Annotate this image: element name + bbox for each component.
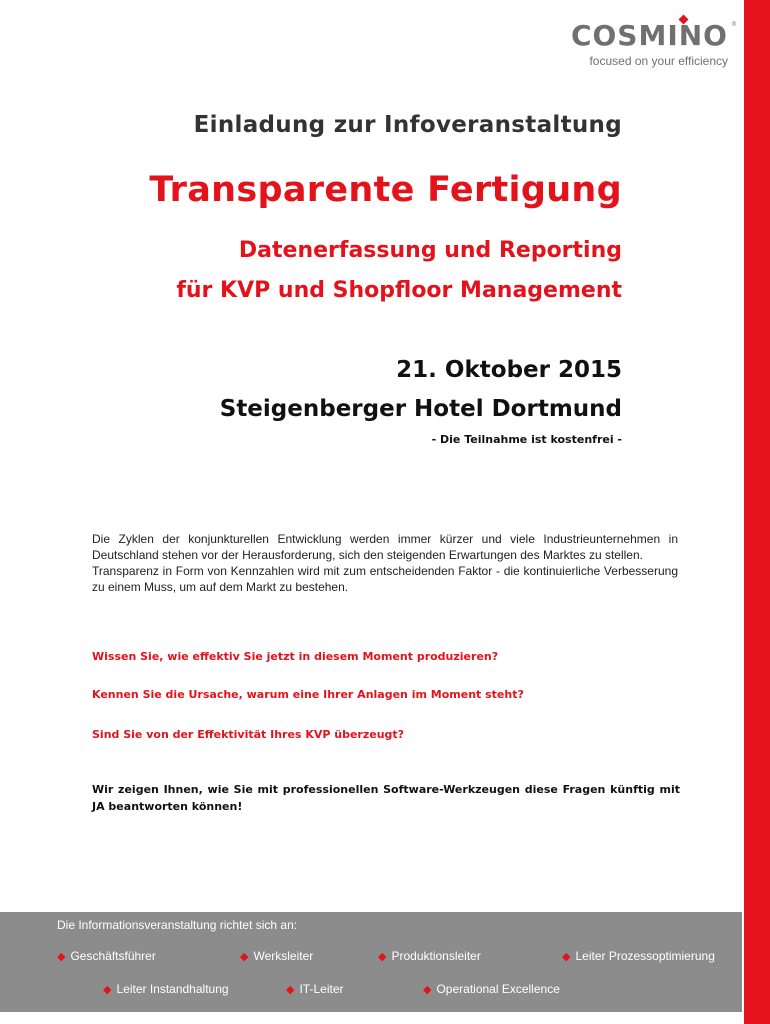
audience-item [103,982,229,996]
intro-text [92,531,678,595]
question-2: Kennen Sie die Ursache, warum eine Ihrer Anlagen im Moment steht? [92,688,524,701]
logo-registered-mark: ® [731,22,736,28]
audience-label: Werksleiter [253,949,314,963]
event-subtitle-line-2: für KVP und Shopfloor Management [176,278,622,303]
cosmino-logo [528,19,736,70]
question-3: Sind Sie von der Effektivität Ihres KVP überzeugt? [92,728,405,741]
red-diamond-bullet-icon: ◆ [286,984,295,996]
audience-item [423,982,560,996]
question-1: Wissen Sie, wie effektiv Sie jetzt in diesem Moment produzieren? [92,650,499,663]
event-title: Transparente Fertigung [149,170,622,210]
intro-paragraph-1: Die Zyklen der konjunkturellen Entwicklung werden immer kürzer und viele Industrieunternehmen in Deutschland stehen vor der Herausforderung, sich den steigenden Erwartungen des Marktes zu stellen. [92,532,678,562]
red-diamond-bullet-icon: ◆ [562,951,571,963]
audience-item [57,949,156,963]
audience-item [240,949,313,963]
audience-label: Geschäftsführer [70,949,156,963]
fee-note: - Die Teilnahme ist kostenfrei - [431,433,622,446]
audience-label: Leiter Instandhaltung [116,982,229,996]
audience-label: Produktionsleiter [391,949,481,963]
audience-item [378,949,481,963]
audience-footer [0,912,742,1012]
event-date: 21. Oktober 2015 [396,357,622,383]
audience-label: Leiter Prozessoptimierung [575,949,715,963]
logo-wordmark: COSMINO [570,19,728,52]
red-diamond-bullet-icon: ◆ [103,984,112,996]
audience-label: IT-Leiter [299,982,344,996]
invitation-heading: Einladung zur Infoveranstaltung [193,112,622,138]
audience-item [286,982,343,996]
intro-paragraph-2: Transparenz in Form von Kennzahlen wird mit zum entscheidenden Faktor - die kontinuierliche Verbesserung zu einem Muss, um auf dem Markt zu bestehen. [92,564,678,594]
red-side-band [744,0,770,1024]
event-subtitle-line-1: Datenerfassung und Reporting [238,238,622,263]
audience-intro: Die Informationsveranstaltung richtet sich an: [57,918,298,932]
red-diamond-bullet-icon: ◆ [240,951,249,963]
red-diamond-bullet-icon: ◆ [423,984,432,996]
event-venue: Steigenberger Hotel Dortmund [219,396,622,422]
audience-label: Operational Excellence [436,982,560,996]
red-diamond-bullet-icon: ◆ [378,951,387,963]
audience-item [562,949,715,963]
red-diamond-bullet-icon: ◆ [57,951,66,963]
logo-tagline: focused on your efficiency [589,54,728,68]
closing-statement: Wir zeigen Ihnen, wie Sie mit professionellen Software-Werkzeugen diese Fragen künftig mit JA beantworten können! [92,783,680,813]
